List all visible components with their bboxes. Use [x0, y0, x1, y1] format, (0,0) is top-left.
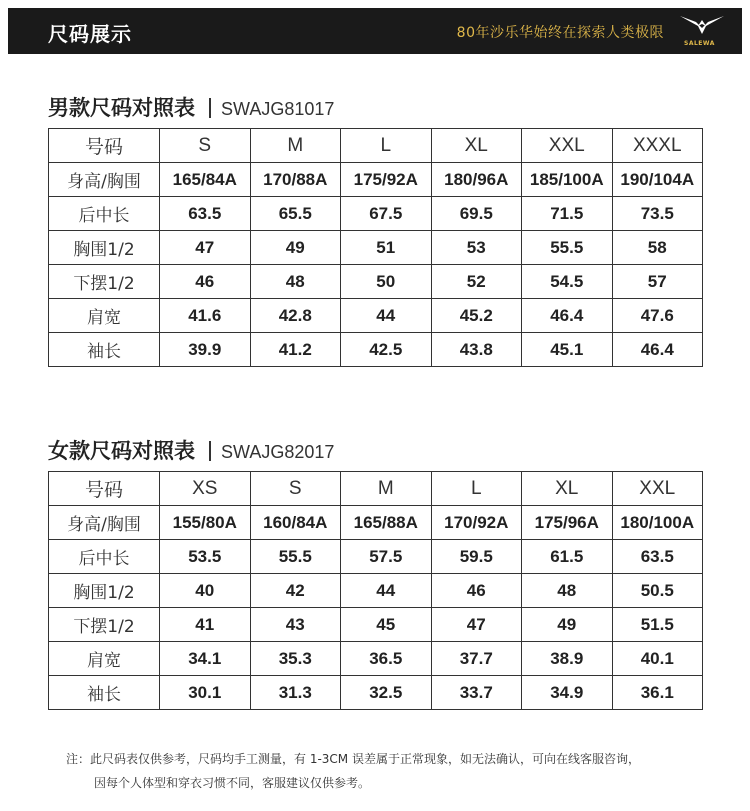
table-row: [49, 299, 703, 333]
table-cell: 53.5: [160, 540, 251, 574]
footnote-line: 注：此尺码表仅供参考，尺码均手工测量，有 1-3CM 误差属于正常现象，如无法确认，可向在线客服咨询，: [66, 752, 640, 766]
table-cell: 47: [431, 608, 522, 642]
men-title: 男款尺码对照表: [48, 96, 195, 120]
table-cell: 180/100A: [612, 506, 703, 540]
table-row: [49, 333, 703, 367]
table-row: [49, 163, 703, 197]
table-cell: 44: [341, 574, 432, 608]
table-cell: 34.1: [160, 642, 251, 676]
men-size-table: [48, 128, 703, 367]
table-cell: 48: [522, 574, 613, 608]
table-row: [49, 506, 703, 540]
table-cell: 40.1: [612, 642, 703, 676]
table-cell: 160/84A: [250, 506, 341, 540]
header-cell: 号码: [49, 472, 160, 506]
header-title: 尺码展示: [48, 22, 132, 46]
table-cell: 46: [431, 574, 522, 608]
table-cell: 41.2: [250, 333, 341, 367]
table-cell: 45.1: [522, 333, 613, 367]
table-cell: 165/84A: [160, 163, 251, 197]
header-cell: L: [341, 129, 432, 163]
header-bar: [8, 8, 742, 54]
logo-text: SALEWA: [684, 40, 715, 47]
row-label: 胸围1/2: [49, 231, 160, 265]
women-section-title: [48, 435, 334, 465]
table-cell: 35.3: [250, 642, 341, 676]
header-cell: XL: [431, 129, 522, 163]
row-label: 肩宽: [49, 299, 160, 333]
header-cell: S: [250, 472, 341, 506]
header-cell: XXL: [612, 472, 703, 506]
table-cell: 43.8: [431, 333, 522, 367]
table-row: [49, 676, 703, 710]
table-cell: 175/92A: [341, 163, 432, 197]
men-section-title: [48, 92, 334, 122]
table-cell: 55.5: [522, 231, 613, 265]
table-cell: 71.5: [522, 197, 613, 231]
table-cell: 50.5: [612, 574, 703, 608]
table-cell: 46: [160, 265, 251, 299]
women-title: 女款尺码对照表: [48, 439, 195, 463]
table-cell: 63.5: [160, 197, 251, 231]
table-cell: 44: [341, 299, 432, 333]
salewa-logo: [678, 12, 726, 50]
row-label: 后中长: [49, 540, 160, 574]
table-cell: 43: [250, 608, 341, 642]
women-product-code: SWAJG82017: [221, 442, 335, 462]
table-cell: 170/92A: [431, 506, 522, 540]
table-cell: 55.5: [250, 540, 341, 574]
table-row: [49, 231, 703, 265]
table-cell: 57.5: [341, 540, 432, 574]
row-label: 身高/胸围: [49, 163, 160, 197]
table-cell: 34.9: [522, 676, 613, 710]
table-cell: 42: [250, 574, 341, 608]
men-product-code: SWAJG81017: [221, 99, 335, 119]
footnote: [66, 747, 726, 795]
header-slogan: 80年沙乐华始终在探索人类极限: [456, 25, 664, 41]
table-row: [49, 197, 703, 231]
table-cell: 63.5: [612, 540, 703, 574]
table-cell: 36.5: [341, 642, 432, 676]
table-cell: 54.5: [522, 265, 613, 299]
table-cell: 36.1: [612, 676, 703, 710]
table-header-row: [49, 129, 703, 163]
table-cell: 47.6: [612, 299, 703, 333]
header-cell: M: [341, 472, 432, 506]
table-cell: 57: [612, 265, 703, 299]
table-cell: 175/96A: [522, 506, 613, 540]
footnote-line: 因每个人体型和穿衣习惯不同，客服建议仅供参考。: [94, 776, 371, 790]
table-cell: 39.9: [160, 333, 251, 367]
table-cell: 38.9: [522, 642, 613, 676]
row-label: 下摆1/2: [49, 608, 160, 642]
row-label: 肩宽: [49, 642, 160, 676]
table-cell: 42.5: [341, 333, 432, 367]
table-cell: 41: [160, 608, 251, 642]
header-cell: XXXL: [612, 129, 703, 163]
table-cell: 51.5: [612, 608, 703, 642]
table-cell: 73.5: [612, 197, 703, 231]
row-label: 袖长: [49, 333, 160, 367]
eagle-icon: [678, 12, 726, 40]
table-cell: 50: [341, 265, 432, 299]
table-cell: 51: [341, 231, 432, 265]
header-cell: M: [250, 129, 341, 163]
table-cell: 48: [250, 265, 341, 299]
row-label: 下摆1/2: [49, 265, 160, 299]
table-cell: 67.5: [341, 197, 432, 231]
table-cell: 69.5: [431, 197, 522, 231]
title-separator: [209, 98, 211, 118]
header-cell: XS: [160, 472, 251, 506]
table-header-row: [49, 472, 703, 506]
table-cell: 65.5: [250, 197, 341, 231]
table-row: [49, 608, 703, 642]
table-cell: 46.4: [612, 333, 703, 367]
table-row: [49, 265, 703, 299]
table-cell: 31.3: [250, 676, 341, 710]
table-cell: 58: [612, 231, 703, 265]
header-cell: XXL: [522, 129, 613, 163]
table-cell: 185/100A: [522, 163, 613, 197]
table-row: [49, 642, 703, 676]
table-cell: 190/104A: [612, 163, 703, 197]
table-cell: 165/88A: [341, 506, 432, 540]
table-cell: 40: [160, 574, 251, 608]
table-row: [49, 574, 703, 608]
table-cell: 49: [250, 231, 341, 265]
table-cell: 46.4: [522, 299, 613, 333]
women-size-table: [48, 471, 703, 710]
title-separator: [209, 441, 211, 461]
table-cell: 42.8: [250, 299, 341, 333]
row-label: 身高/胸围: [49, 506, 160, 540]
table-cell: 52: [431, 265, 522, 299]
header-cell: XL: [522, 472, 613, 506]
table-cell: 61.5: [522, 540, 613, 574]
header-cell: 号码: [49, 129, 160, 163]
table-cell: 53: [431, 231, 522, 265]
table-cell: 45.2: [431, 299, 522, 333]
table-cell: 32.5: [341, 676, 432, 710]
table-cell: 33.7: [431, 676, 522, 710]
table-cell: 41.6: [160, 299, 251, 333]
table-cell: 155/80A: [160, 506, 251, 540]
table-cell: 37.7: [431, 642, 522, 676]
table-cell: 49: [522, 608, 613, 642]
header-cell: S: [160, 129, 251, 163]
table-cell: 47: [160, 231, 251, 265]
row-label: 袖长: [49, 676, 160, 710]
table-row: [49, 540, 703, 574]
table-cell: 170/88A: [250, 163, 341, 197]
row-label: 胸围1/2: [49, 574, 160, 608]
table-cell: 59.5: [431, 540, 522, 574]
table-cell: 30.1: [160, 676, 251, 710]
table-cell: 180/96A: [431, 163, 522, 197]
header-cell: L: [431, 472, 522, 506]
row-label: 后中长: [49, 197, 160, 231]
table-cell: 45: [341, 608, 432, 642]
